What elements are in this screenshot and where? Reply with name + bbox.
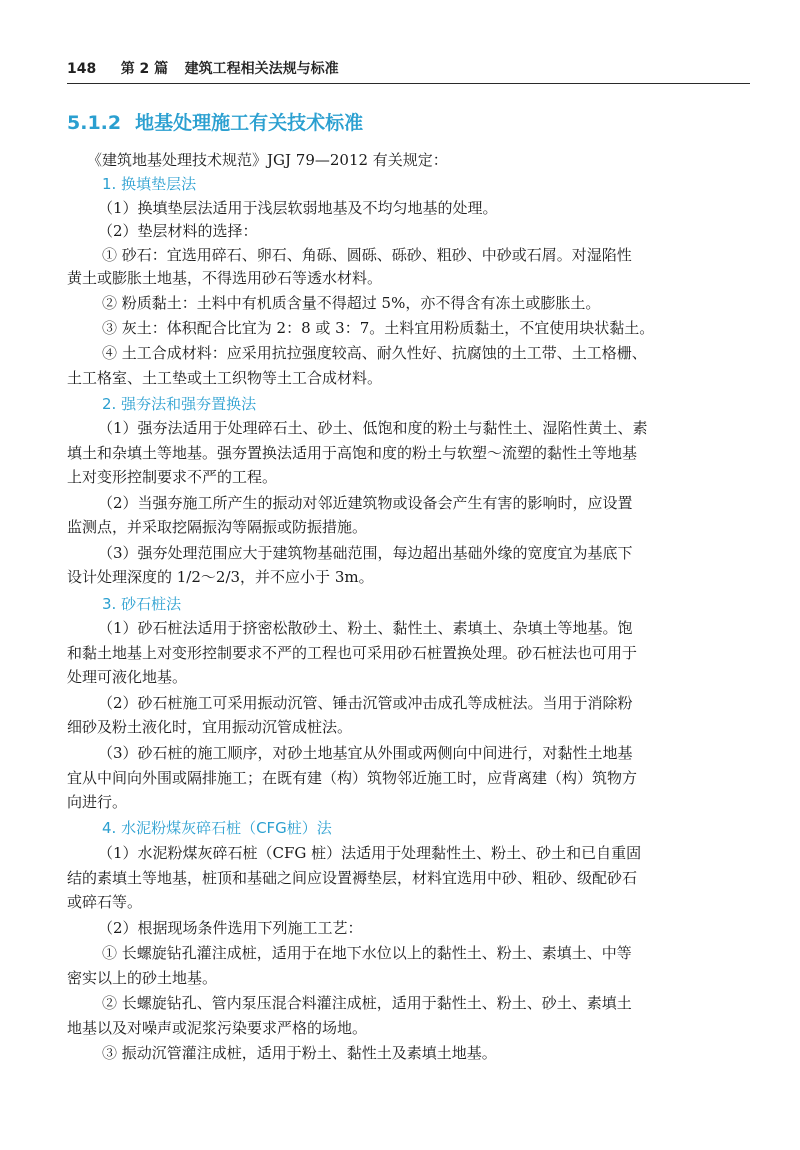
- subsection-heading: 1. 换填垫层法: [102, 175, 197, 193]
- paragraph-line: ② 粉质黏土：土料中有机质含量不得超过 5%，亦不得含有冻土或膨胀土。: [102, 294, 601, 312]
- paragraph-line: （2）砂石桩施工可采用振动沉管、锤击沉管或冲击成孔等成桩法。当用于消除粉: [98, 694, 633, 712]
- paragraph-line: 或碎石等。: [67, 893, 143, 911]
- subsection-heading: 4. 水泥粉煤灰碎石桩（CFG桩）法: [102, 819, 332, 837]
- paragraph-line: 地基以及对噪声或泥浆污染要求严格的场地。: [67, 1019, 368, 1037]
- paragraph-line: （2）当强夯施工所产生的振动对邻近建筑物或设备会产生有害的影响时，应设置: [98, 494, 633, 512]
- paragraph-line: （3）砂石桩的施工顺序，对砂土地基宜从外围或两侧向中间进行，对黏性土地基: [98, 744, 633, 762]
- paragraph-line: （2）垫层材料的选择：: [98, 222, 258, 240]
- paragraph-line: （2）根据现场条件选用下列施工工艺：: [98, 919, 363, 937]
- paragraph-line: ② 长螺旋钻孔、管内泵压混合料灌注成桩，适用于黏性土、粉土、砂土、素填土: [102, 994, 632, 1012]
- section-title: 地基处理施工有关技术标准: [135, 112, 364, 134]
- page-number: 148: [67, 61, 97, 77]
- paragraph-line: 土工格室、土工垫或土工织物等土工合成材料。: [67, 369, 383, 387]
- paragraph-line: ④ 土工合成材料：应采用抗拉强度较高、耐久性好、抗腐蚀的土工带、土工格栅、: [102, 344, 647, 362]
- paragraph-line: 设计处理深度的 1/2～2/3，并不应小于 3m。: [67, 568, 374, 586]
- paragraph-line: 黄土或膨胀土地基，不得选用砂石等透水材料。: [67, 269, 383, 287]
- paragraph-line: 上对变形控制要求不严的工程。: [67, 468, 278, 486]
- paragraph-line: ① 长螺旋钻孔灌注成桩，适用于在地下水位以上的黏性土、粉土、素填土、中等: [102, 944, 632, 962]
- part-title: 建筑工程相关法规与标准: [184, 61, 339, 77]
- paragraph-line: （1）砂石桩法适用于挤密松散砂土、粉土、黏性土、素填土、杂填土等地基。饱: [98, 619, 633, 637]
- paragraph-line: ① 砂石：宜选用碎石、卵石、角砾、圆砾、砾砂、粗砂、中砂或石屑。对湿陷性: [102, 246, 632, 264]
- paragraph-line: ③ 灰土：体积配合比宜为 2：8 或 3：7。土料宜用粉质黏土，不宜使用块状黏土。: [102, 319, 655, 337]
- paragraph-line: 监测点，并采取挖隔振沟等隔振或防振措施。: [67, 518, 368, 536]
- paragraph-line: （1）强夯法适用于处理碎石土、砂土、低饱和度的粉土与黏性土、湿陷性黄土、素: [98, 419, 648, 437]
- paragraph-line: （1）水泥粉煤灰碎石桩（CFG 桩）法适用于处理黏性土、粉土、砂土和已自重固: [98, 844, 642, 862]
- paragraph-line: 结的素填土等地基，桩顶和基础之间应设置褥垫层，材料宜选用中砂、粗砂、级配砂石: [67, 869, 638, 887]
- page-header: [67, 55, 750, 84]
- paragraph-line: 处理可液化地基。: [67, 668, 188, 686]
- paragraph-line: 向进行。: [67, 793, 128, 811]
- paragraph-line: （1）换填垫层法适用于浅层软弱地基及不均匀地基的处理。: [98, 199, 498, 217]
- subsection-heading: 2. 强夯法和强夯置换法: [102, 395, 257, 413]
- intro-paragraph: 《建筑地基处理技术规范》JGJ 79—2012 有关规定：: [87, 151, 448, 169]
- paragraph-line: （3）强夯处理范围应大于建筑物基础范围，每边超出基础外缘的宽度宜为基底下: [98, 544, 633, 562]
- part-label: 第 2 篇: [120, 61, 169, 77]
- paragraph-line: ③ 振动沉管灌注成桩，适用于粉土、黏性土及素填土地基。: [102, 1044, 497, 1062]
- section-number: 5.1.2: [67, 112, 122, 134]
- paragraph-line: 和黏土地基上对变形控制要求不严的工程也可采用砂石桩置换处理。砂石桩法也可用于: [67, 644, 638, 662]
- paragraph-line: 宜从中间向外围或隔排施工；在既有建（构）筑物邻近施工时，应背离建（构）筑物方: [67, 769, 638, 787]
- section-heading: [67, 108, 363, 135]
- paragraph-line: 密实以上的砂土地基。: [67, 969, 218, 987]
- paragraph-line: 填土和杂填土等地基。强夯置换法适用于高饱和度的粉土与软塑～流塑的黏性土等地基: [67, 444, 638, 462]
- subsection-heading: 3. 砂石桩法: [102, 595, 182, 613]
- paragraph-line: 细砂及粉土液化时，宜用振动沉管成桩法。: [67, 718, 353, 736]
